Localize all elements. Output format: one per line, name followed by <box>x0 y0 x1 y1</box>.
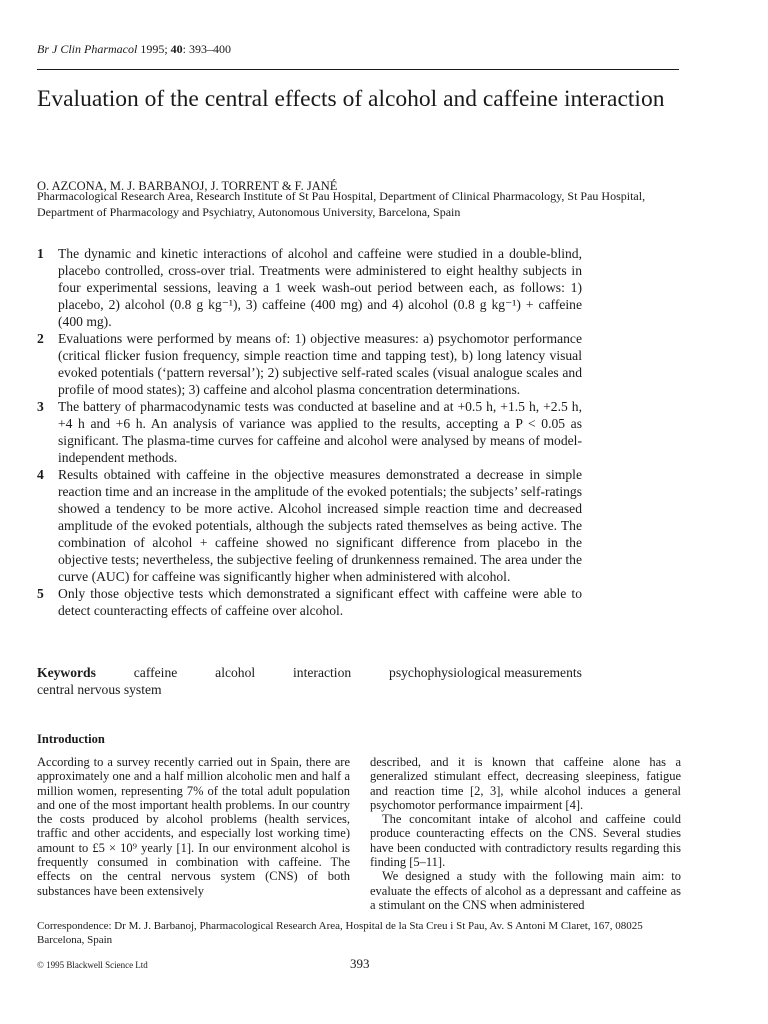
abstract-item-number: 5 <box>37 586 44 601</box>
abstract-item-number: 3 <box>37 399 44 414</box>
journal-year: 1995; <box>137 42 171 56</box>
body-paragraph: We designed a study with the following main aim: to evaluate the effects of alcohol as a depressant and caffeine as a stimulant on the CNS when administered <box>370 869 681 912</box>
abstract-item-text: Evaluations were performed by means of: 1) objective measures: a) psychomotor performance (critical flicker fusion frequency, simple reaction time and tapping test), b) long latency visual evoked potentials (‘pattern reversal’); 2) subjective self-rated scales (visual analogue scales and profile of mood states); 3) caffeine and alcohol plasma concentration determinations. <box>58 331 582 397</box>
journal-name: Br J Clin Pharmacol <box>37 42 138 56</box>
keywords-row <box>37 664 582 681</box>
paper-title: Evaluation of the central effects of alcohol and caffeine interaction <box>37 86 665 112</box>
abstract-item-number: 2 <box>37 331 44 346</box>
keyword: caffeine <box>133 665 178 680</box>
abstract-item <box>37 398 582 466</box>
keyword: alcohol <box>215 665 256 680</box>
journal-pages: : 393–400 <box>182 42 232 56</box>
body-paragraph: The concomitant intake of alcohol and caffeine could produce counteracting effects on the CNS. Several studies have been conducted with contradictory results regarding this finding [5–11]. <box>370 812 681 870</box>
journal-volume: 40 <box>170 42 183 56</box>
keyword: central nervous system <box>37 682 162 697</box>
abstract-item <box>37 585 582 619</box>
affiliation: Pharmacological Research Area, Research Institute of St Pau Hospital, Department of Clinical Pharmacology, St Pau Hospital, Department of Pharmacology and Psychiatry, Autonomous University, Barcelona, Spain <box>37 189 646 219</box>
abstract-item <box>37 330 582 398</box>
abstract-item <box>37 245 582 330</box>
correspondence-note: Correspondence: Dr M. J. Barbanoj, Pharmacological Research Area, Hospital de la Sta Creu i St Pau, Av. S Antoni M Claret, 167, 08025 Barcelona, Spain <box>37 920 643 946</box>
journal-citation <box>37 41 231 57</box>
copyright-notice: © 1995 Blackwell Science Ltd <box>37 960 148 970</box>
abstract-item-number: 1 <box>37 246 44 261</box>
body-paragraph: described, and it is known that caffeine alone has a generalized stimulant effect, decreasing sleepiness, fatigue and reaction time [2, 3], while alcohol induces a general psychomotor performance impairment [4]. <box>370 755 681 812</box>
abstract-item-number: 4 <box>37 467 44 482</box>
keywords-label: Keywords <box>37 665 96 680</box>
body-column-right <box>370 755 681 912</box>
abstract <box>37 245 582 619</box>
abstract-item-text: The dynamic and kinetic interactions of alcohol and caffeine were studied in a double-blind, placebo controlled, cross-over trial. Treatments were administered to eight healthy subjects in four experimental sessions, leaving a 1 week wash-out period between each, as follows: 1) placebo, 2) alcohol (0.8 g kg⁻¹), 3) caffeine (400 mg) and 4) alcohol (0.8 g kg⁻¹) + caffeine (400 mg). <box>58 246 582 329</box>
abstract-item <box>37 466 582 585</box>
keyword: psychophysiological measurements <box>389 665 582 680</box>
author-list: O. AZCONA, M. J. BARBANOJ, J. TORRENT & F. JANÉ <box>37 179 338 193</box>
abstract-item-text: Results obtained with caffeine in the objective measures demonstrated a decrease in simple reaction time and an increase in the amplitude of the evoked potentials; the subjects’ self-ratings showed a tendency to be more active. Alcohol increased simple reaction time and decreased amplitude of the evoked potentials, although the subjects rated themselves as being active. The combination of alcohol + caffeine showed no significant difference from placebo in the objective tests; nevertheless, the subjective feeling of drunkenness remained. The area under the curve (AUC) for caffeine was significantly higher when administered with alcohol. <box>58 467 582 584</box>
keywords-block <box>37 664 582 698</box>
section-heading-introduction: Introduction <box>37 732 105 746</box>
body-column-left <box>37 755 350 898</box>
abstract-item-text: Only those objective tests which demonstrated a significant effect with caffeine were able to detect counteracting effects of caffeine over alcohol. <box>58 586 582 618</box>
page-number: 393 <box>350 956 370 971</box>
abstract-item-text: The battery of pharmacodynamic tests was conducted at baseline and at +0.5 h, +1.5 h, +2.5 h, +4 h and +6 h. An analysis of variance was applied to the results, accepting a P < 0.05 as significant. The plasma-time curves for caffeine and alcohol were analysed by means of model-independent methods. <box>58 399 582 465</box>
keyword: interaction <box>293 665 352 680</box>
header-rule <box>37 69 679 70</box>
body-paragraph: According to a survey recently carried out in Spain, there are approximately one and a half million alcoholic men and half a million women, representing 7% of the total adult population and one of the most important health problems. In our country the costs produced by alcohol problems (health services, traffic and other accidents, and especially lost working time) amount to £5 × 10⁹ yearly [1]. In our environment alcohol is frequently consumed in combination with caffeine. The effects on the central nervous system (CNS) of both substances have been extensively <box>37 755 350 898</box>
